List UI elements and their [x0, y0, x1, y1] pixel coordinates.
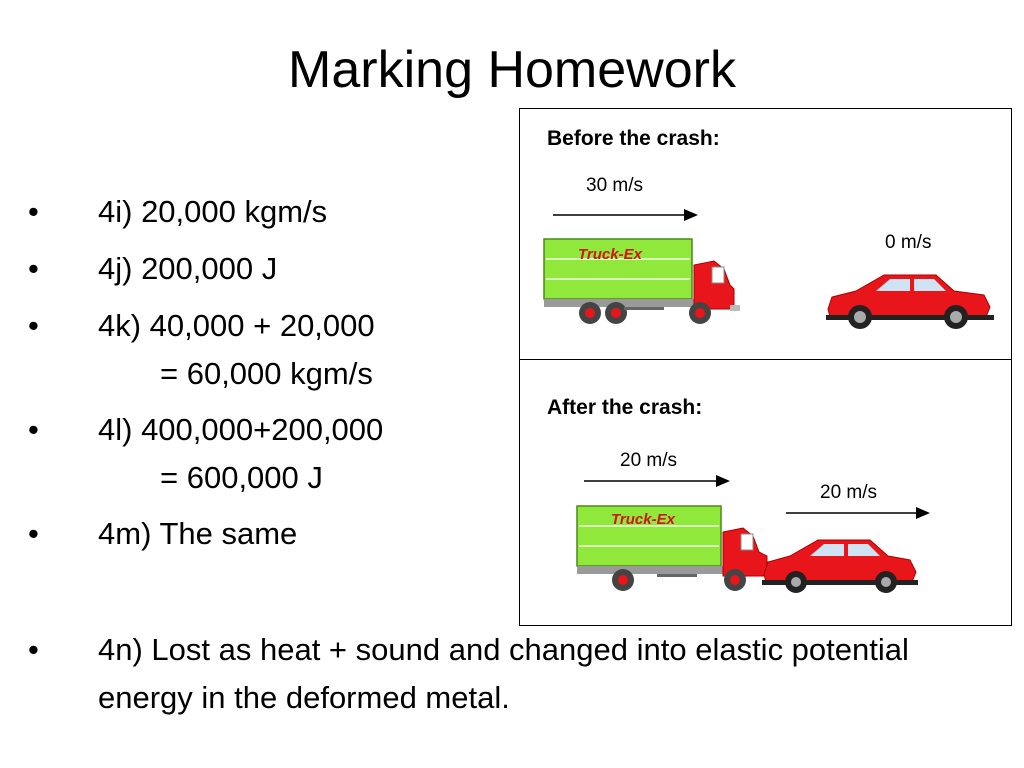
bullet-marker: • — [28, 516, 39, 551]
after-crash-heading: After the crash: — [547, 396, 703, 419]
after-crash-panel — [519, 359, 1012, 626]
bullet-text: 4n) Lost as heat + sound and changed into elastic potential energy in the deformed metal. — [98, 632, 909, 715]
truck-speed-label: 30 m/s — [586, 175, 644, 196]
bullet-marker: • — [28, 251, 39, 286]
bullet-text: 4k) 40,000 + 20,000 — [98, 308, 375, 343]
bullet-text: 4l) 400,000+200,000 — [98, 412, 384, 447]
truck-icon — [577, 506, 767, 591]
bullet-text: 4m) The same — [98, 516, 298, 551]
bullet-continuation: = 600,000 J — [160, 460, 323, 495]
bullet-text: 4i) 20,000 kgm/s — [98, 194, 328, 229]
bullet-marker: • — [28, 412, 39, 447]
truck-logo: Truck-Ex — [611, 511, 675, 528]
after-crash-illustration — [520, 360, 1013, 627]
car-speed-label: 20 m/s — [820, 482, 878, 503]
velocity-arrow-icon — [553, 209, 698, 221]
truck-icon — [544, 239, 740, 324]
bullet-text: 4j) 200,000 J — [98, 251, 278, 286]
truck-speed-label: 20 m/s — [620, 450, 678, 471]
bullet-marker: • — [28, 308, 39, 343]
car-icon — [826, 275, 994, 329]
before-crash-panel — [519, 108, 1012, 360]
bullet-marker: • — [28, 632, 39, 667]
truck-velocity-arrow-icon — [584, 475, 730, 487]
before-crash-heading: Before the crash: — [547, 127, 720, 150]
bullet-continuation: = 60,000 kgm/s — [160, 356, 373, 391]
car-speed-label: 0 m/s — [885, 232, 932, 253]
truck-logo: Truck-Ex — [578, 246, 642, 263]
car-icon — [762, 540, 918, 593]
slide-title: Marking Homework — [288, 41, 736, 99]
before-crash-illustration — [520, 109, 1013, 361]
bullet-marker: • — [28, 194, 39, 229]
car-velocity-arrow-icon — [786, 507, 930, 519]
